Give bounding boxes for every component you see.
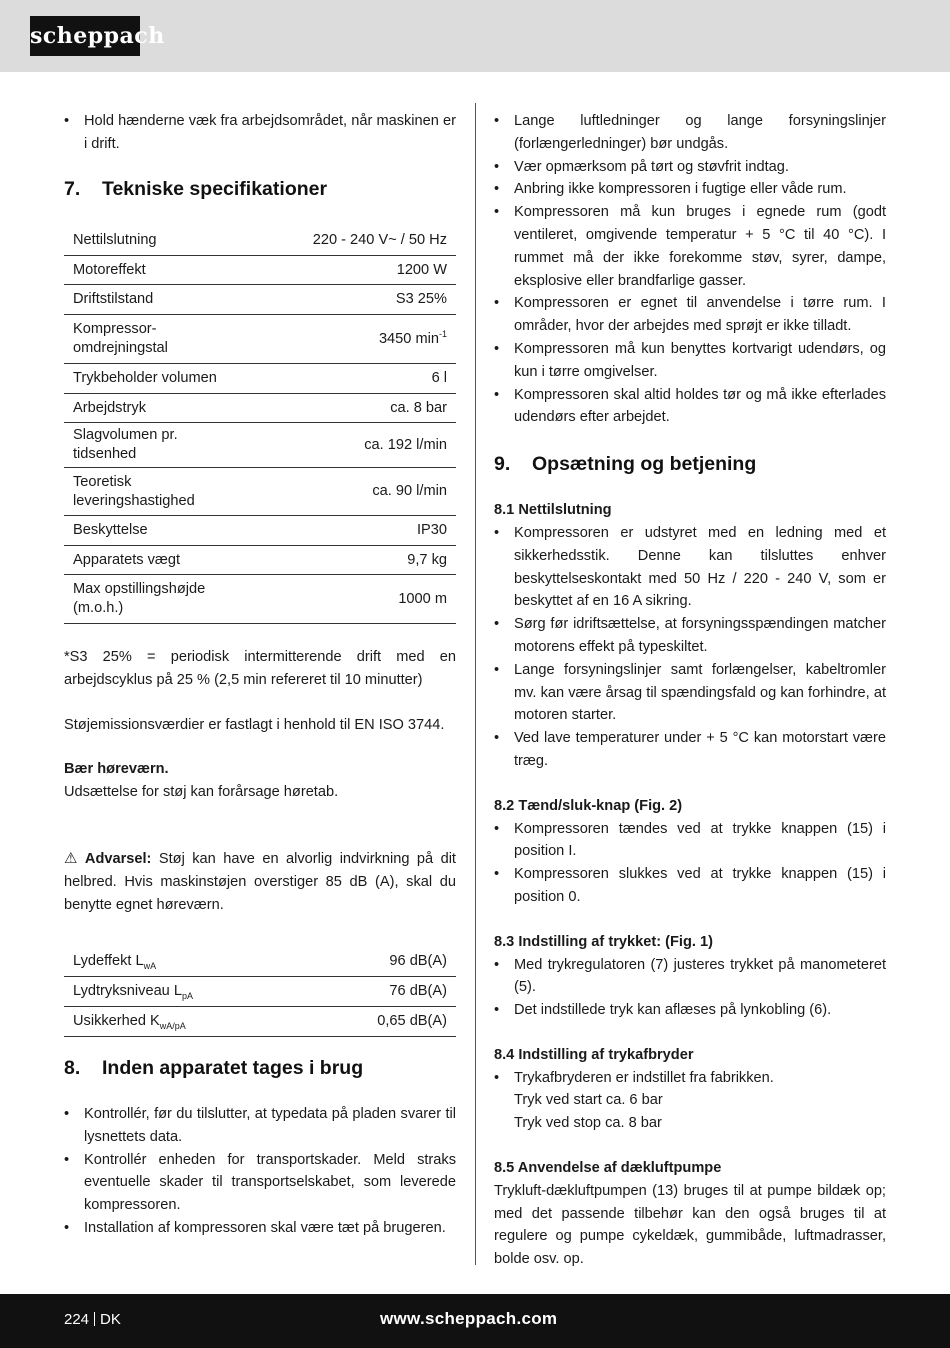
- section-8-bullet-list: [64, 1103, 456, 1240]
- table-cell-label: Driftstilstand: [64, 285, 234, 315]
- warning-paragraph: [64, 848, 456, 916]
- table-cell-label: Slagvolumen pr. tidsenhed: [64, 423, 234, 468]
- warning-triangle-icon: ⚠: [64, 850, 78, 868]
- table-row: [64, 226, 456, 256]
- list-item: • Kompressoren skal altid holdes tør og må ikke efterlades udendørs efter arbejdet.: [494, 384, 886, 430]
- table-cell-label: Lydtryksniveau $L_{pA}$: [64, 976, 304, 1006]
- table-cell-value: 6 l: [234, 364, 456, 394]
- list-item: • Anbring ikke kompressoren i fugtige eller våde rum.: [494, 178, 886, 201]
- list-item: • Ved lave temperaturer under + 5 °C kan motorstart være træg.: [494, 727, 886, 773]
- noise-table: [64, 946, 456, 1037]
- stop-pressure-line: Tryk ved stop ca. 8 bar: [514, 1115, 662, 1132]
- list-item: • Vær opmærksom på tørt og støvfrit indtag.: [494, 156, 886, 179]
- footer-bar: [0, 1294, 950, 1348]
- table-cell-value: 76 dB(A): [304, 976, 456, 1006]
- table-row: [64, 1006, 456, 1036]
- table-cell-label: Apparatets vægt: [64, 546, 234, 575]
- warning-text: Støj kan have en alvorlig indvirkning på dit helbred. Hvis maskinstøjen overstiger 85 dB (A), skal du benytte egnet høreværn.: [64, 851, 456, 913]
- header-bar: [0, 0, 950, 72]
- subsection-8-2-list: [494, 818, 886, 909]
- table-row: [64, 516, 456, 546]
- list-item: • Trykafbryderen er indstillet fra fabrikken.: [494, 1067, 886, 1090]
- right-column: [494, 110, 886, 1271]
- section-9-heading: 9. Opsætning og betjening: [494, 453, 757, 476]
- table-row: [64, 946, 456, 976]
- table-row: [64, 468, 456, 516]
- list-item: • Installation af kompressoren skal være tæt på brugeren.: [64, 1217, 456, 1240]
- table-row: [64, 423, 456, 468]
- table-cell-value: 1200 W: [234, 256, 456, 285]
- table-cell-label: Teoretisk leveringshastighed: [64, 468, 234, 516]
- spec-table: [64, 226, 456, 625]
- table-cell-value: ca. 8 bar: [234, 394, 456, 423]
- intro-bullet-list: [64, 110, 456, 156]
- table-row: [64, 394, 456, 423]
- subsection-8-4-heading: 8.4 Indstilling af trykafbryder: [494, 1046, 694, 1063]
- table-row: [64, 285, 456, 315]
- subsection-8-2-heading: 8.2 Tænd/sluk-knap (Fig. 2): [494, 797, 683, 814]
- table-cell-label: Nettilslutning: [64, 226, 234, 256]
- table-cell-value: S3 25%: [234, 285, 456, 315]
- intro-bullet-list: [494, 110, 886, 429]
- table-row: [64, 575, 456, 624]
- subsection-8-3-heading: 8.3 Indstilling af trykket: (Fig. 1): [494, 933, 713, 950]
- table-cell-label: Kompressor-omdrejningstal: [64, 315, 234, 364]
- left-column: [64, 110, 456, 1240]
- table-cell-value: 1000 m: [234, 575, 456, 624]
- subsection-8-1-heading: 8.1 Nettilslutning: [494, 502, 612, 519]
- list-item: • Kompressoren er egnet til anvendelse i tørre rum. I områder, hvor der arbejdes med sprøjt er ikke tilladt.: [494, 292, 886, 338]
- list-item: • Lange forsyningslinjer samt forlængelser, kabeltromler mv. kan være årsag til spændingsfald og kan forhindre, at motoren starter.: [494, 659, 886, 727]
- website-link[interactable]: www.scheppach.com: [380, 1309, 558, 1328]
- table-cell-value: ca. 192 l/min: [234, 423, 456, 468]
- list-item: • Det indstillede tryk kan aflæses på lynkobling (6).: [494, 999, 886, 1022]
- list-item: • Med trykregulatoren (7) justeres trykket på manometeret (5).: [494, 954, 886, 1000]
- table-cell-label: Max opstillingshøjde (m.o.h.): [64, 575, 234, 624]
- subsection-8-5-text: Trykluft-dækluftpumpen (13) bruges til at pumpe bildæk op; med det passende tilbehør kan den også bruges til at regulere og pumpe cykeldæk, gummibåde, luftmadrasser, bolde osv. op.: [494, 1182, 886, 1268]
- s3-note: *S3 25% = periodisk intermitterende drift med en arbejdscyklus på 25 % (2,5 min refereret til 10 minutter): [64, 649, 456, 688]
- table-cell-label: Usikkerhed $K_{wA/pA}$: [64, 1006, 304, 1036]
- table-cell-value: IP30: [234, 516, 456, 546]
- table-cell-label: Arbejdstryk: [64, 394, 234, 423]
- table-cell-label: Beskyttelse: [64, 516, 234, 546]
- subsection-8-5-heading: 8.5 Anvendelse af dækluftpumpe: [494, 1160, 722, 1177]
- warning-label: Advarsel:: [84, 851, 152, 868]
- list-item: • Lange luftledninger og lange forsyningslinjer (forlængerledninger) bør undgås.: [494, 110, 886, 156]
- list-item: • Kompressoren er udstyret med en ledning med et sikkerhedsstik. Denne kan tilsluttes enhver beskyttelseskontakt med 50 Hz / 220 - 240 V, som er beskyttet af en 16 A sikring.: [494, 522, 886, 613]
- table-cell-label: Lydeffekt $L_{wA}$: [64, 946, 304, 976]
- list-item: • Kompressoren slukkes ved at trykke knappen (15) i position 0.: [494, 863, 886, 909]
- scheppach-logo: scheppach: [30, 16, 140, 56]
- noise-note: Støjemissionsværdier er fastlagt i henhold til EN ISO 3744.: [64, 716, 445, 733]
- section-7-heading: 7. Tekniske specifikationer: [64, 177, 328, 200]
- list-item: • Sørg før idriftsættelse, at forsyningsspændingen matcher motorens effekt på typeskiltet.: [494, 613, 886, 659]
- table-cell-value: 220 - 240 V~ / 50 Hz: [234, 226, 456, 256]
- list-item: • Kompressoren tændes ved at trykke knappen (15) i position I.: [494, 818, 886, 864]
- subsection-8-3-list: [494, 954, 886, 1022]
- table-row: [64, 976, 456, 1006]
- table-cell-value: 3450 $\min^{-1}$: [234, 315, 456, 364]
- subsection-8-4-list: [494, 1067, 886, 1090]
- list-item: • Kontrollér, før du tilslutter, at typedata på pladen svarer til lysnettets data.: [64, 1103, 456, 1149]
- table-row: [64, 364, 456, 394]
- table-cell-value: ca. 90 l/min: [234, 468, 456, 516]
- table-row: [64, 546, 456, 575]
- table-cell-value: 0,65 dB(A): [304, 1006, 456, 1036]
- hearing-protection-text: Udsættelse for støj kan forårsage høretab.: [64, 784, 339, 801]
- table-cell-value: 96 dB(A): [304, 946, 456, 976]
- list-item: • Kompressoren må kun bruges i egnede rum (godt ventileret, omgivende temperatur + 5 °C til 40 °C). I rummet må der ikke forekomme støv, syrer, dampe, eksplosive eller brandfarlige gasser.: [494, 201, 886, 292]
- table-cell-label: Motoreffekt: [64, 256, 234, 285]
- list-item: • Hold hænderne væk fra arbejdsområdet, når maskinen er i drift.: [64, 110, 456, 156]
- table-row: [64, 315, 456, 364]
- list-item: • Kontrollér enheden for transportskader. Meld straks eventuelle skader til transportselskabet, som leverede kompressoren.: [64, 1149, 456, 1217]
- table-cell-value: 9,7 kg: [234, 546, 456, 575]
- table-row: [64, 256, 456, 285]
- column-divider: [475, 103, 476, 1265]
- list-item: • Kompressoren må kun benyttes kortvarigt udendørs, og kun i tørre omgivelser.: [494, 338, 886, 384]
- section-8-heading: 8. Inden apparatet tages i brug: [64, 1056, 364, 1079]
- table-cell-label: Trykbeholder volumen: [64, 364, 234, 394]
- page-number: 224 DK: [64, 1311, 121, 1328]
- hearing-protection-title: Bær høreværn.: [64, 761, 169, 778]
- start-pressure-line: Tryk ved start ca. 6 bar: [514, 1092, 663, 1109]
- subsection-8-1-list: [494, 522, 886, 773]
